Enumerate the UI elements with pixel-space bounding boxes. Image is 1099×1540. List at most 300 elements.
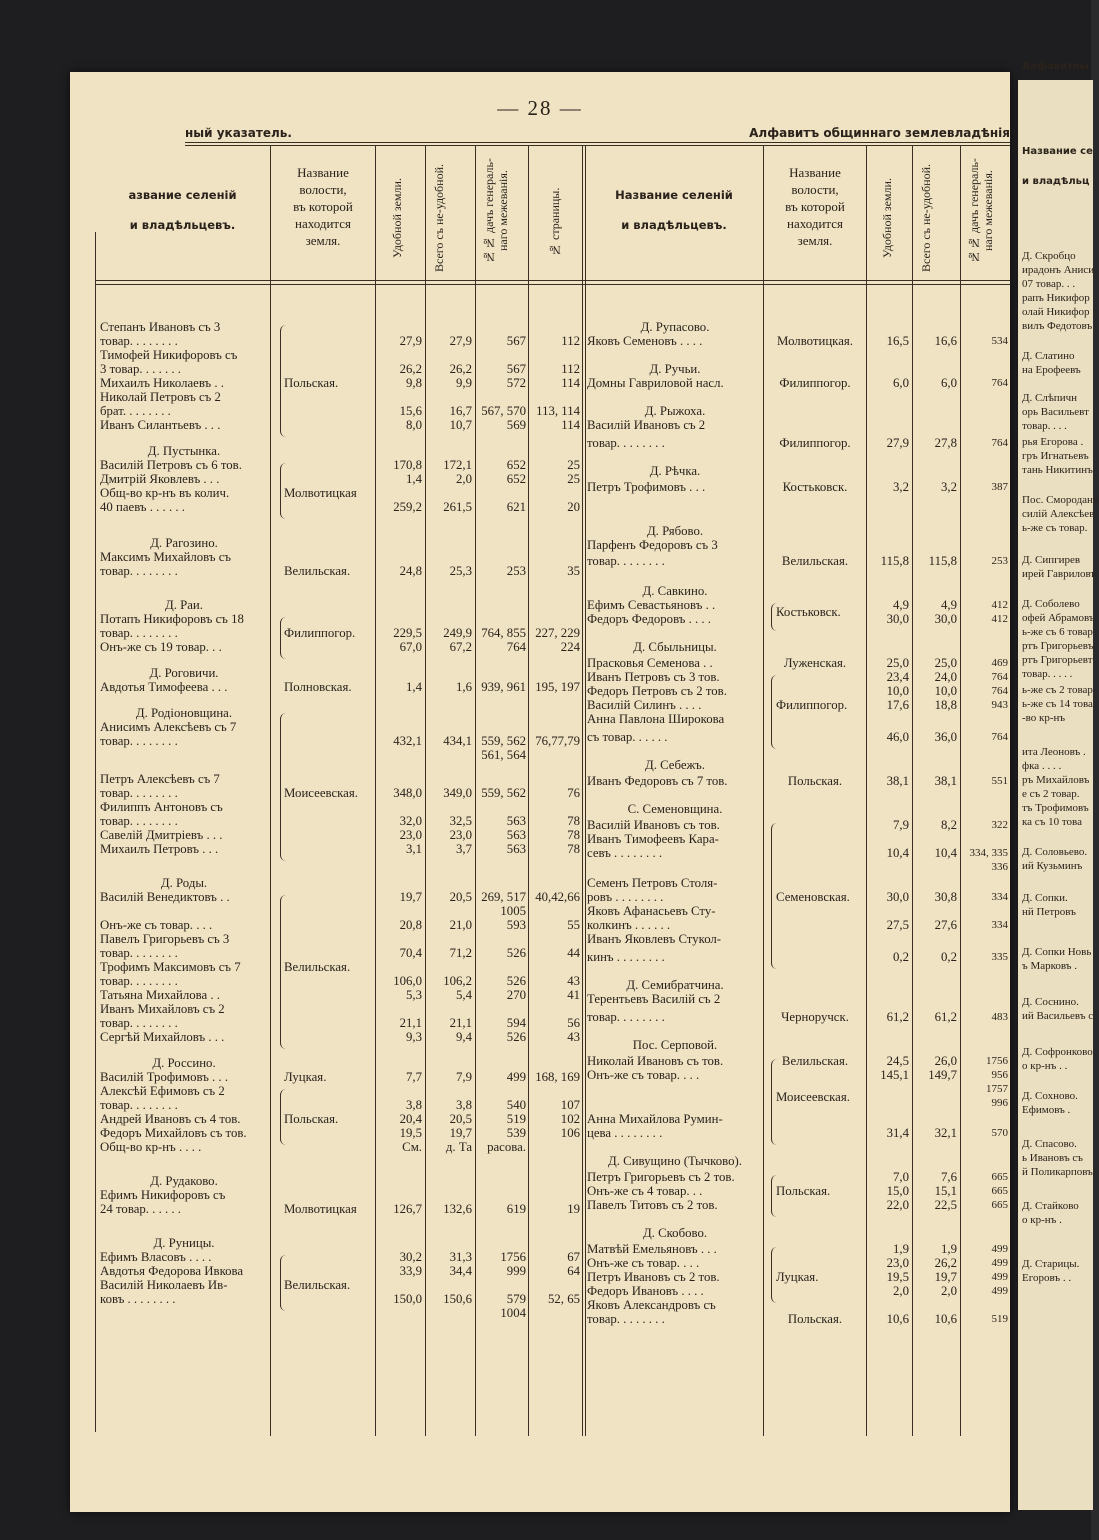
adjacent-page-line: Пос. Смородани bbox=[1022, 494, 1099, 506]
total-value: 26,0 bbox=[934, 1054, 957, 1068]
col-header-volost: Название волости, въ которой находится земля. bbox=[293, 165, 353, 248]
arable-value: 23,4 bbox=[886, 670, 909, 684]
owner-name: ровъ . . . . . . . . bbox=[587, 890, 664, 904]
adjacent-page-line: ка съ 10 това bbox=[1022, 816, 1082, 828]
owner-name: Василій Ивановъ съ тов. bbox=[587, 818, 720, 832]
page-ref: 78 bbox=[567, 842, 580, 856]
total-value: 20,5 bbox=[449, 1112, 472, 1126]
survey-number: 579 bbox=[506, 1292, 526, 1306]
adjacent-page-line: Д. Сохново. bbox=[1022, 1090, 1078, 1102]
adjacent-page-line: Д. Соловьево. bbox=[1022, 846, 1088, 858]
brace bbox=[280, 325, 286, 437]
survey-number: 563 bbox=[506, 842, 526, 856]
adjacent-page-line: Д. Соболево bbox=[1022, 598, 1080, 610]
total-value: 9,9 bbox=[456, 376, 472, 390]
owner-name: Дмитрій Яковлевъ . . . bbox=[100, 472, 220, 486]
page-ref: 56 bbox=[567, 1016, 580, 1030]
volost-name: Молвотицкая bbox=[284, 486, 357, 500]
owner-name: Максимъ Михайловъ съ bbox=[100, 550, 232, 564]
arable-value: 30,2 bbox=[399, 1250, 422, 1264]
volost-name: Велильская. bbox=[781, 1054, 849, 1068]
volost-name: Филиппогор. bbox=[284, 626, 356, 640]
brace bbox=[280, 1089, 286, 1145]
adjacent-page-line: ь Ивановъ съ bbox=[1022, 1152, 1083, 1164]
page-ref: 114 bbox=[561, 376, 580, 390]
total-value: 3,7 bbox=[456, 842, 472, 856]
owner-name: Иванъ Михайловъ съ 2 bbox=[100, 1002, 225, 1016]
arable-value: 30,0 bbox=[886, 612, 909, 626]
arable-value: 1,4 bbox=[406, 472, 422, 486]
survey-number: 569 bbox=[506, 418, 526, 432]
settlement-heading: Д. Сивущино (Тычково). bbox=[608, 1154, 742, 1168]
owner-name: 40 паевъ . . . . . . bbox=[100, 500, 185, 514]
settlement-heading: Д. Рагозино. bbox=[150, 536, 218, 550]
survey-number: 567, 570 bbox=[481, 404, 526, 418]
owner-name: товар. . . . . . . . bbox=[100, 786, 178, 800]
adjacent-page-line: гръ Игнатьевъ bbox=[1022, 450, 1089, 462]
owner-name: товар. . . . . . . . bbox=[100, 1016, 178, 1030]
owner-name: товар. . . . . . . . bbox=[587, 436, 665, 450]
survey-number: 593 bbox=[506, 918, 526, 932]
total-value: 349,0 bbox=[443, 786, 472, 800]
total-value: 18,8 bbox=[934, 698, 957, 712]
adjacent-page-line: офей Абрамовъ bbox=[1022, 612, 1095, 624]
col-header-settlement-right: Название селеній и владѣльцевъ. bbox=[615, 188, 733, 232]
owner-name: Иванъ Федоровъ съ 7 тов. bbox=[587, 774, 728, 788]
owner-name: Михаилъ Николаевъ . . bbox=[100, 376, 224, 390]
brace bbox=[771, 823, 777, 969]
page-ref: 44 bbox=[567, 946, 580, 960]
settlement-heading: Д. Сбыльницы. bbox=[633, 640, 717, 654]
survey-number: 665 bbox=[991, 1171, 1008, 1183]
owner-name: Авдотья Тимофеева . . . bbox=[100, 680, 228, 694]
survey-number: 534 bbox=[991, 335, 1008, 347]
owner-name: Андрей Ивановъ съ 4 тов. bbox=[100, 1112, 241, 1126]
adjacent-page-line: ртъ Григорьевъ bbox=[1022, 640, 1094, 652]
arable-value: 15,0 bbox=[886, 1184, 909, 1198]
total-value: 32,5 bbox=[449, 814, 472, 828]
adjacent-page-line: товар. . . . . bbox=[1022, 668, 1073, 680]
page-ref: 107 bbox=[560, 1098, 580, 1112]
arable-value: 15,6 bbox=[399, 404, 422, 418]
arable-value: См. bbox=[402, 1140, 422, 1154]
owner-name: колкинъ . . . . . . bbox=[587, 918, 671, 932]
owner-name: Ефимъ Севастьяновъ . . bbox=[587, 598, 716, 612]
adjacent-page-line: тань Никитинъ bbox=[1022, 464, 1093, 476]
adjacent-page-line: ирей Гавриловъ bbox=[1022, 568, 1097, 580]
adjacent-page-line: Д. Сопки. bbox=[1022, 892, 1068, 904]
owner-name: кинъ . . . . . . . . bbox=[587, 950, 665, 964]
survey-number: 526 bbox=[506, 946, 526, 960]
survey-number: 499 bbox=[991, 1285, 1008, 1297]
owner-name: товар. . . . . . . . bbox=[587, 1010, 665, 1024]
owner-name: Федоръ Ивановъ . . . . bbox=[587, 1284, 704, 1298]
total-value: 71,2 bbox=[449, 946, 472, 960]
brace bbox=[771, 1059, 777, 1145]
owner-name: Федоръ Федоровъ . . . . bbox=[587, 612, 712, 626]
col-header-survey: №№ дачъ генераль-наго межеванія. bbox=[482, 158, 510, 264]
owner-name: Яковъ Семеновъ . . . . bbox=[587, 334, 703, 348]
total-value: 7,9 bbox=[456, 1070, 472, 1084]
owner-name: Филиппъ Антоновъ съ bbox=[100, 800, 223, 814]
owner-name: Анисимъ Алексѣевъ съ 7 bbox=[100, 720, 237, 734]
arable-value: 0,2 bbox=[893, 950, 909, 964]
survey-number: 270 bbox=[506, 988, 526, 1002]
arable-value: 22,0 bbox=[886, 1198, 909, 1212]
owner-name: Общ-во кр-нъ . . . . bbox=[100, 1140, 202, 1154]
volost-name: Велильская. bbox=[284, 960, 351, 974]
adjacent-page-line: и владѣльц bbox=[1022, 176, 1090, 187]
arable-value: 46,0 bbox=[886, 730, 909, 744]
survey-number: 499 bbox=[506, 1070, 526, 1084]
settlement-heading: Д. Рябово. bbox=[646, 524, 704, 538]
total-value: 10,7 bbox=[449, 418, 472, 432]
arable-value: 10,0 bbox=[886, 684, 909, 698]
volost-name: Луцкая. bbox=[284, 1070, 327, 1084]
owner-name: Онъ-же съ 19 товар. . . bbox=[100, 640, 222, 654]
survey-number: 764 bbox=[991, 685, 1008, 697]
arable-value: 31,4 bbox=[886, 1126, 909, 1140]
survey-number: 1756 bbox=[986, 1055, 1008, 1067]
page-ref: 76 bbox=[567, 786, 580, 800]
brace bbox=[280, 1255, 286, 1311]
owner-name: Анна Павлона Широкова bbox=[587, 712, 725, 726]
total-value: 4,9 bbox=[941, 598, 957, 612]
total-value: 3,2 bbox=[941, 480, 957, 494]
total-value: 31,3 bbox=[449, 1250, 472, 1264]
arable-value: 8,0 bbox=[406, 418, 422, 432]
survey-number: 764 bbox=[991, 377, 1008, 389]
survey-number: 563 bbox=[506, 828, 526, 842]
survey-number: 567 bbox=[506, 362, 526, 376]
arable-value: 126,7 bbox=[393, 1202, 422, 1216]
survey-number: 619 bbox=[506, 1202, 526, 1216]
adjacent-page-line: орь Васильевт bbox=[1022, 406, 1089, 418]
survey-number: расова. bbox=[487, 1140, 526, 1154]
volost-name: Молвотицкая bbox=[284, 1202, 357, 1216]
survey-number: 764, 855 bbox=[481, 626, 526, 640]
owner-name: Николай Ивановъ съ тов. bbox=[587, 1054, 724, 1068]
owner-name: Иванъ Яковлевъ Стукол- bbox=[587, 932, 722, 946]
owner-name: Домны Гавриловой насл. bbox=[587, 376, 724, 390]
owner-name: Василій Венедиктовъ . . bbox=[100, 890, 230, 904]
owner-name: Петръ Трофимовъ . . . bbox=[587, 480, 706, 494]
settlement-heading: Д. Рупасово. bbox=[640, 320, 710, 334]
settlement-heading: Д. Роды. bbox=[160, 876, 208, 890]
survey-number: 996 bbox=[991, 1097, 1008, 1109]
arable-value: 19,5 bbox=[399, 1126, 422, 1140]
total-value: 27,9 bbox=[449, 334, 472, 348]
survey-number: 939, 961 bbox=[481, 680, 526, 694]
owner-name: Трофимъ Максимовъ съ 7 bbox=[100, 960, 241, 974]
survey-number: 334 bbox=[991, 919, 1008, 931]
col-line bbox=[95, 232, 96, 1432]
survey-number: 621 bbox=[506, 500, 526, 514]
survey-number: 551 bbox=[991, 775, 1008, 787]
owner-name: Петръ Алексѣевъ съ 7 bbox=[100, 772, 220, 786]
total-value: 149,7 bbox=[928, 1068, 957, 1082]
arable-value: 30,0 bbox=[886, 890, 909, 904]
owner-name: Онъ-же съ товар. . . . bbox=[587, 1256, 700, 1270]
arable-value: 38,1 bbox=[886, 774, 909, 788]
arable-value: 19,5 bbox=[886, 1270, 909, 1284]
arable-value: 115,8 bbox=[880, 554, 909, 568]
page-ref: 114 bbox=[561, 418, 580, 432]
arable-value: 20,8 bbox=[399, 918, 422, 932]
adjacent-page-line: на Ерофеевъ bbox=[1022, 364, 1081, 376]
adjacent-page-line: 07 товар. . . bbox=[1022, 278, 1076, 290]
owner-name: Павелъ Григорьевъ съ 3 bbox=[100, 932, 230, 946]
owner-name: Ефимъ Никифоровъ съ bbox=[100, 1188, 226, 1202]
total-value: 27,8 bbox=[934, 436, 957, 450]
total-value: 67,2 bbox=[449, 640, 472, 654]
page-ref: 41 bbox=[567, 988, 580, 1002]
owner-name: товар. . . . . . . . bbox=[100, 946, 178, 960]
total-value: 30,0 bbox=[934, 612, 957, 626]
total-value: 25,0 bbox=[934, 656, 957, 670]
page-ref: 106 bbox=[560, 1126, 580, 1140]
total-value: 2,0 bbox=[456, 472, 472, 486]
arable-value: 24,8 bbox=[399, 564, 422, 578]
adjacent-page-line: Д. Сопки Новь bbox=[1022, 946, 1092, 958]
arable-value: 170,8 bbox=[393, 458, 422, 472]
adjacent-page-line: ъ Марковъ . bbox=[1022, 960, 1077, 972]
total-value: 150,6 bbox=[443, 1292, 472, 1306]
total-value: 36,0 bbox=[934, 730, 957, 744]
owner-name: Степанъ Ивановъ съ 3 bbox=[100, 320, 221, 334]
owner-name: севъ . . . . . . . . bbox=[587, 846, 663, 860]
arable-value: 70,4 bbox=[399, 946, 422, 960]
survey-number: 665 bbox=[991, 1199, 1008, 1211]
total-value: 15,1 bbox=[934, 1184, 957, 1198]
total-value: 20,5 bbox=[449, 890, 472, 904]
adjacent-page-line: ирадонъ Аниси bbox=[1022, 264, 1095, 276]
adjacent-page-line: й Поликарповъ bbox=[1022, 1166, 1093, 1178]
owner-name: Иванъ Тимофеевъ Кара- bbox=[587, 832, 719, 846]
owner-name: Иванъ Петровъ съ 3 тов. bbox=[587, 670, 720, 684]
arable-value: 4,9 bbox=[893, 598, 909, 612]
adjacent-page-line: о кр-нъ . bbox=[1022, 1214, 1062, 1226]
owner-name: Василій Ивановъ съ 2 bbox=[587, 418, 706, 432]
total-value: 261,5 bbox=[443, 500, 472, 514]
owner-name: Потапъ Никифоровъ съ 18 bbox=[100, 612, 244, 626]
arable-value: 23,0 bbox=[886, 1256, 909, 1270]
owner-name: Алексѣй Ефимовъ съ 2 bbox=[100, 1084, 225, 1098]
volost-name: Польская. bbox=[787, 774, 843, 788]
owner-name: Федоръ Петровъ съ 2 тов. bbox=[587, 684, 727, 698]
page-ref: 64 bbox=[567, 1264, 580, 1278]
total-value: 3,8 bbox=[456, 1098, 472, 1112]
volost-name: Польская. bbox=[284, 376, 339, 390]
page-ref: 168, 169 bbox=[535, 1070, 580, 1084]
owner-name: Яковъ Александровъ съ bbox=[587, 1298, 716, 1312]
owner-name: товар. . . . . . . . bbox=[100, 564, 178, 578]
total-value: 25,3 bbox=[449, 564, 472, 578]
adjacent-page-line: ий Васильевъ с bbox=[1022, 1010, 1094, 1022]
arable-value: 26,2 bbox=[399, 362, 422, 376]
total-value: 38,1 bbox=[934, 774, 957, 788]
owner-name: товар. . . . . . . . bbox=[100, 734, 178, 748]
owner-name: товар. . . . . . . . bbox=[100, 1098, 178, 1112]
adjacent-page-line: -во кр-нъ bbox=[1022, 712, 1066, 724]
page-ref: 43 bbox=[567, 1030, 580, 1044]
arable-value: 145,1 bbox=[880, 1068, 909, 1082]
page-ref: 40,42,66 bbox=[535, 890, 580, 904]
header-rule-bottom2 bbox=[95, 284, 1010, 285]
page-ref: 55 bbox=[567, 918, 580, 932]
volost-name: Велильская. bbox=[781, 554, 849, 568]
owner-name: Иванъ Силантьевъ . . . bbox=[100, 418, 221, 432]
owner-name: брат. . . . . . . . bbox=[100, 404, 171, 418]
arable-value: 348,0 bbox=[393, 786, 422, 800]
owner-name: Николай Петровъ съ 2 bbox=[100, 390, 221, 404]
page-ref: 112 bbox=[561, 334, 580, 348]
arable-value: 106,0 bbox=[393, 974, 422, 988]
survey-number: 943 bbox=[991, 699, 1008, 711]
owner-name: Федоръ Михайловъ съ тов. bbox=[100, 1126, 247, 1140]
settlement-heading: Д. Семибратчина. bbox=[626, 978, 724, 992]
owner-name: товар. . . . . . . . bbox=[587, 554, 665, 568]
total-value: 16,7 bbox=[449, 404, 472, 418]
settlement-heading: Д. Рыжоха. bbox=[644, 404, 706, 418]
owner-name: Сергѣй Михайловъ . . . bbox=[100, 1030, 225, 1044]
survey-number: 253 bbox=[991, 555, 1008, 567]
total-value: 16,6 bbox=[934, 334, 957, 348]
owner-name: Парфенъ Федоровъ съ 3 bbox=[587, 538, 718, 552]
survey-number: 253 bbox=[506, 564, 526, 578]
adjacent-page-line: ь-же съ 14 това bbox=[1022, 698, 1093, 710]
survey-number: 334, 335 bbox=[969, 847, 1008, 859]
adjacent-page-line: Д. Скробцо bbox=[1022, 250, 1076, 262]
arable-value: 229,5 bbox=[393, 626, 422, 640]
owner-name: Авдотья Федорова Ивкова bbox=[100, 1264, 244, 1278]
total-value: 0,2 bbox=[941, 950, 957, 964]
arable-value: 32,0 bbox=[399, 814, 422, 828]
owner-name: Татьяна Михайлова . . bbox=[100, 988, 221, 1002]
survey-number: 559, 562 bbox=[481, 786, 526, 800]
adjacent-page-line: рапъ Никифор bbox=[1022, 292, 1090, 304]
arable-value: 1,4 bbox=[406, 680, 422, 694]
arable-value: 10,6 bbox=[886, 1312, 909, 1326]
owner-name: Василій Николаевъ Ив- bbox=[100, 1278, 228, 1292]
brace bbox=[280, 713, 286, 861]
settlement-heading: Д. Скобово. bbox=[642, 1226, 708, 1240]
survey-number: 567 bbox=[506, 334, 526, 348]
arable-value: 150,0 bbox=[393, 1292, 422, 1306]
survey-number: 526 bbox=[506, 1030, 526, 1044]
owner-name: Василій Трофимовъ . . . bbox=[100, 1070, 229, 1084]
adjacent-page-line: Алфавитны bbox=[1022, 61, 1089, 72]
brace bbox=[771, 1247, 777, 1303]
survey-number: 563 bbox=[506, 814, 526, 828]
adjacent-page-line: силій Алексѣев bbox=[1022, 508, 1095, 520]
survey-number: 334 bbox=[991, 891, 1008, 903]
col-header-volost-right: Название волости, въ которой находится земля. bbox=[785, 165, 845, 248]
survey-number: 499 bbox=[991, 1257, 1008, 1269]
adjacent-page-line: Название се bbox=[1022, 146, 1093, 157]
owner-name: Василій Петровъ съ 6 тов. bbox=[100, 458, 242, 472]
adjacent-page-line: Д. Старицы. bbox=[1022, 1258, 1080, 1270]
survey-number: 1757 bbox=[986, 1083, 1008, 1095]
survey-number: 387 bbox=[991, 481, 1008, 493]
total-value: 10,0 bbox=[934, 684, 957, 698]
total-value: 1,6 bbox=[456, 680, 472, 694]
total-value: 26,2 bbox=[449, 362, 472, 376]
adjacent-page-line: Д. Слатино bbox=[1022, 350, 1075, 362]
total-value: 21,1 bbox=[449, 1016, 472, 1030]
brace bbox=[771, 1175, 777, 1217]
adjacent-page-line: олай Никифор bbox=[1022, 306, 1090, 318]
page-ref: 67 bbox=[567, 1250, 580, 1264]
col-header-arable: Удобной земли. bbox=[390, 178, 404, 258]
total-value: 10,6 bbox=[934, 1312, 957, 1326]
survey-number: 336 bbox=[991, 861, 1008, 873]
total-value: 61,2 bbox=[934, 1010, 957, 1024]
arable-value: 25,0 bbox=[886, 656, 909, 670]
survey-number: 665 bbox=[991, 1185, 1008, 1197]
survey-number: 1004 bbox=[500, 1306, 526, 1320]
arable-value: 20,4 bbox=[399, 1112, 422, 1126]
settlement-heading: Пос. Серповой. bbox=[632, 1038, 718, 1052]
arable-value: 61,2 bbox=[886, 1010, 909, 1024]
page-ref: 43 bbox=[567, 974, 580, 988]
page-ref: 19 bbox=[567, 1202, 580, 1216]
survey-number: 1756 bbox=[500, 1250, 526, 1264]
arable-value: 7,0 bbox=[893, 1170, 909, 1184]
owner-name: Яковъ Афанасьевъ Сту- bbox=[587, 904, 716, 918]
volost-name: Полновская. bbox=[284, 680, 352, 694]
survey-number: 570 bbox=[991, 1127, 1008, 1139]
header-right: Алфавитъ общиннаго землевладѣнія bbox=[749, 126, 1010, 140]
owner-name: ковъ . . . . . . . . bbox=[100, 1292, 176, 1306]
adjacent-page-edge bbox=[1016, 61, 1099, 1510]
total-value: 172,1 bbox=[443, 458, 472, 472]
adjacent-page-line: нй Петровъ bbox=[1022, 906, 1076, 918]
owner-name: Терентьевъ Василій съ 2 bbox=[587, 992, 721, 1006]
arable-value: 6,0 bbox=[893, 376, 909, 390]
arable-value: 2,0 bbox=[893, 1284, 909, 1298]
total-value: 249,9 bbox=[443, 626, 472, 640]
survey-number: 764 bbox=[506, 640, 526, 654]
adjacent-page-line: рья Егорова . bbox=[1022, 436, 1084, 448]
adjacent-page-line: Д. Сипгирев bbox=[1022, 554, 1081, 566]
settlement-heading: Д. Себежъ. bbox=[644, 758, 705, 772]
page-ref: 78 bbox=[567, 814, 580, 828]
adjacent-page-line: ртъ Григорьевт bbox=[1022, 654, 1093, 666]
survey-number: 469 bbox=[991, 657, 1008, 669]
settlement-heading: Д. Пустынка. bbox=[147, 444, 221, 458]
owner-name: Онъ-же съ товар. . . . bbox=[100, 918, 213, 932]
brace bbox=[771, 603, 777, 631]
arable-value: 21,1 bbox=[399, 1016, 422, 1030]
total-value: 23,0 bbox=[449, 828, 472, 842]
survey-number: 956 bbox=[991, 1069, 1008, 1081]
total-value: 30,8 bbox=[934, 890, 957, 904]
document-page bbox=[70, 72, 1010, 1512]
survey-number: 519 bbox=[506, 1112, 526, 1126]
col-line bbox=[582, 146, 583, 1436]
settlement-heading: Д. Россино. bbox=[152, 1056, 216, 1070]
volost-name: Семеновская. bbox=[776, 890, 850, 904]
col-header-total-right: Всего съ не-удобной. bbox=[919, 164, 933, 272]
survey-number: 322 bbox=[991, 819, 1008, 831]
adjacent-page-line: Д. Стайково bbox=[1022, 1200, 1079, 1212]
col-header-pages: № страницы. bbox=[548, 187, 562, 257]
volost-name: Молвотицкая. bbox=[777, 334, 853, 348]
arable-value: 3,2 bbox=[893, 480, 909, 494]
arable-value: 27,9 bbox=[886, 436, 909, 450]
arable-value: 9,3 bbox=[406, 1030, 422, 1044]
